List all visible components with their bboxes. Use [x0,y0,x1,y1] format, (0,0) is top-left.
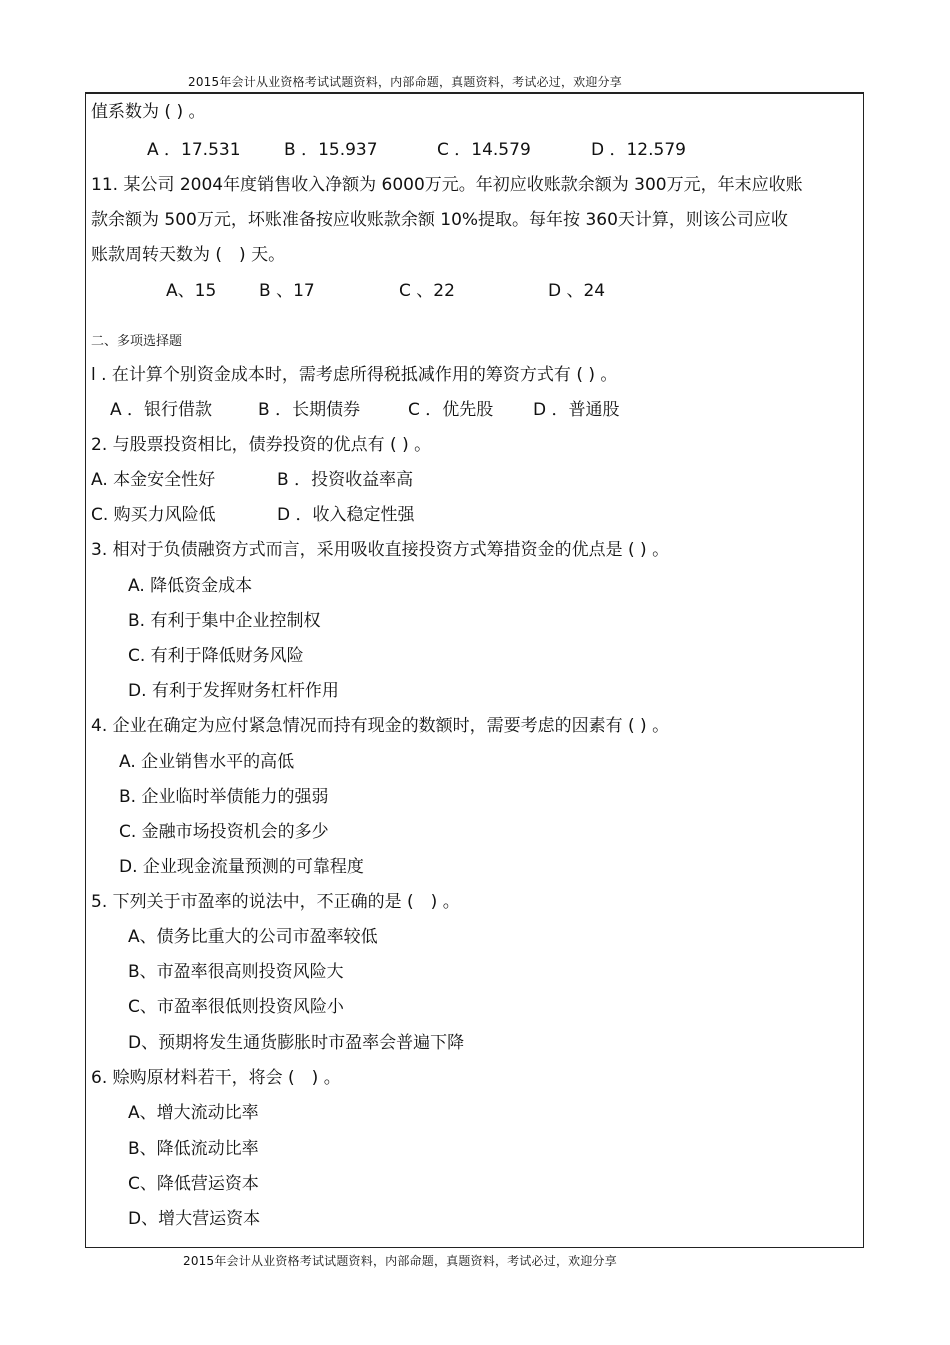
m3-option-c: C. 有利于降低财务风险 [128,646,304,666]
m1-stem: l . 在计算个别资金成本时，需考虑所得税抵减作用的筹资方式有 ( ) 。 [91,365,618,385]
q11-stem-line1: 11. 某公司 2004年度销售收入净额为 6000万元。年初应收账款余额为 300万元，年末应收账 [91,175,803,195]
m5-stem: 5. 下列关于市盈率的说法中，不正确的是 ( ) 。 [91,892,460,912]
page-header: 2015年会计从业资格考试试题资料，内部命题，真题资料，考试必过，欢迎分享 [188,75,622,89]
q10-option-c: C ．14.579 [437,140,531,160]
m6-stem: 6. 赊购原材料若干，将会 ( ) 。 [91,1068,341,1088]
m2-stem: 2. 与股票投资相比，债券投资的优点有 ( ) 。 [91,435,432,455]
q10-option-b: B ．15.937 [284,140,378,160]
q11-option-c: C 、22 [399,281,455,301]
m3-stem: 3. 相对于负债融资方式而言，采用吸收直接投资方式筹措资金的优点是 ( ) 。 [91,540,670,560]
q11-option-a: A、15 [166,281,217,301]
m6-option-a: A、增大流动比率 [128,1103,259,1123]
m4-option-a: A. 企业销售水平的高低 [119,752,295,772]
m2-option-a: A. 本金安全性好 [91,470,216,490]
m3-option-a: A. 降低资金成本 [128,576,253,596]
m2-option-d: D ．收入稳定性强 [277,505,415,525]
m6-option-d: D、增大营运资本 [128,1209,261,1229]
page-footer: 2015年会计从业资格考试试题资料，内部命题，真题资料，考试必过，欢迎分享 [183,1254,617,1268]
m1-option-d: D ．普通股 [533,400,620,420]
m3-option-d: D. 有利于发挥财务杠杆作用 [128,681,339,701]
q11-stem-line3: 账款周转天数为 ( ) 天。 [91,245,286,265]
m3-option-b: B. 有利于集中企业控制权 [128,611,321,631]
q11-option-d: D 、24 [548,281,606,301]
m4-option-d: D. 企业现金流量预测的可靠程度 [119,857,364,877]
m2-option-b: B ．投资收益率高 [277,470,414,490]
q11-stem-line2: 款余额为 500万元，坏账准备按应收账款余额 10%提取。每年按 360天计算，则该公司应收 [91,210,788,230]
q11-option-b: B 、17 [259,281,315,301]
m6-option-c: C、降低营运资本 [128,1174,259,1194]
m5-option-a: A、债务比重大的公司市盈率较低 [128,927,378,947]
m1-option-b: B ．长期债券 [258,400,361,420]
m2-option-c: C. 购买力风险低 [91,505,216,525]
m5-option-b: B、市盈率很高则投资风险大 [128,962,344,982]
m4-option-c: C. 金融市场投资机会的多少 [119,822,329,842]
m4-option-b: B. 企业临时举债能力的强弱 [119,787,329,807]
m5-option-d: D、预期将发生通货膨胀时市盈率会普遍下降 [128,1033,465,1053]
m4-stem: 4. 企业在确定为应付紧急情况而持有现金的数额时，需要考虑的因素有 ( ) 。 [91,716,670,736]
m5-option-c: C、市盈率很低则投资风险小 [128,997,344,1017]
q10-option-a: A ．17.531 [147,140,241,160]
q10-option-d: D ．12.579 [591,140,686,160]
q10-stem-tail: 值系数为 ( ) 。 [91,102,206,122]
m1-option-c: C ．优先股 [408,400,494,420]
m1-option-a: A ．银行借款 [110,400,213,420]
section-heading-multiple-choice: 二、多项选择题 [91,334,183,349]
m6-option-b: B、降低流动比率 [128,1139,259,1159]
